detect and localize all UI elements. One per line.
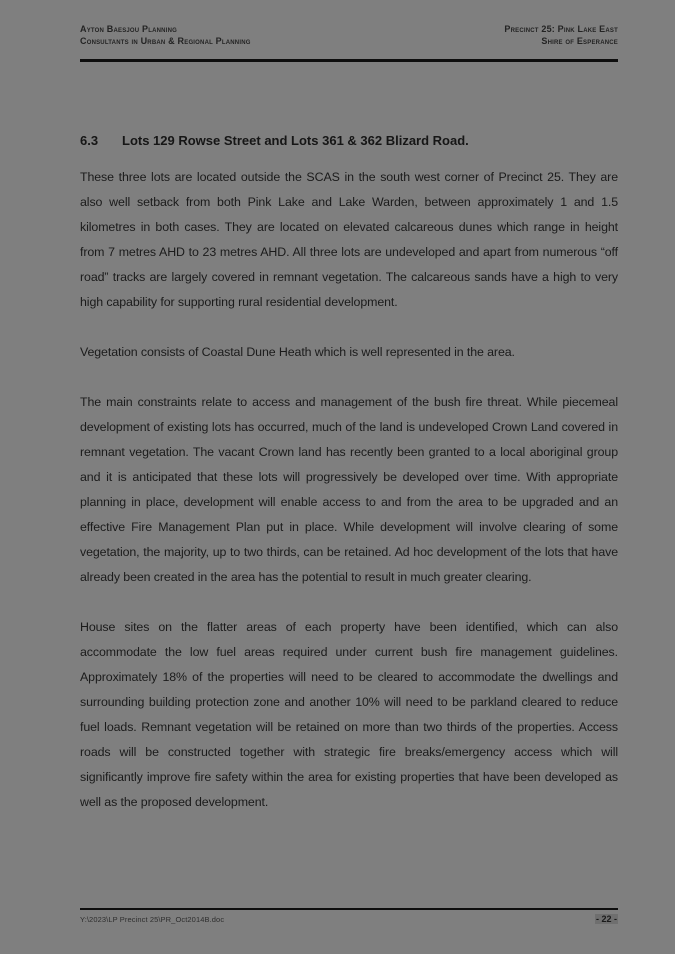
page-header	[80, 23, 618, 47]
paragraph: The main constraints relate to access and management of the bush fire threat. While piecemeal development of existing lots has occurred, much of the land is undeveloped Crown Land covered in remnant vegetation. The vacant Crown land has recently been granted to a local aboriginal group and it is anticipated that these lots will progressively be developed over time. With appropriate planning in place, development will enable access to and from the area to be upgraded and an effective Fire Management Plan put in place. While development will involve clearing of some vegetation, the majority, up to two thirds, can be retained. Ad hoc development of the lots that have already been created in the area has the potential to result in much greater clearing.	[80, 395, 618, 584]
paragraph: Vegetation consists of Coastal Dune Heath which is well represented in the area.	[80, 345, 515, 359]
paragraph: House sites on the flatter areas of each property have been identified, which can also accommodate the low fuel areas required under current bush fire management guidelines. Approximately 18% of the properties will need to be cleared to accommodate the dwellings and surrounding building protection zone and another 10% will need to be parkland cleared to reduce fuel loads. Remnant vegetation will be retained on more than two thirds of the properties. Access roads will be constructed together with strategic fire breaks/emergency access which will significantly improve fire safety within the area for existing properties that have been developed as well as the proposed development.	[80, 620, 618, 809]
header-divider	[80, 59, 618, 62]
section-number: 6.3	[80, 133, 99, 148]
header-company-block	[80, 23, 251, 47]
paragraph: These three lots are located outside the SCAS in the south west corner of Precinct 25. They are also well setback from both Pink Lake and Lake Warden, between approximately 1 and 1.5 kilometres in both cases. They are located on elevated calcareous dunes which range in height from 7 metres AHD to 23 metres AHD. All three lots are undeveloped and apart from numerous “off road” tracks are largely covered in remnant vegetation. The calcareous sands have a high to very high capability for supporting rural residential development.	[80, 170, 618, 309]
footer-page-number: - 22 -	[595, 914, 617, 924]
section-title: Lots 129 Rowse Street and Lots 361 & 362 Blizard Road.	[122, 133, 469, 148]
document-subtitle: Shire of Esperance	[541, 36, 618, 46]
document-title: Precinct 25: Pink Lake East	[504, 24, 618, 34]
document-body	[80, 133, 618, 815]
company-name: Ayton Baesjou Planning	[80, 24, 177, 34]
footer-divider	[80, 908, 618, 910]
section-heading	[80, 133, 618, 148]
company-tagline: Consultants in Urban & Regional Planning	[80, 36, 251, 46]
page-footer	[80, 914, 618, 924]
header-document-block	[504, 23, 618, 47]
footer-file-path: Y:\2023\LP Precinct 25\PR_Oct2014B.doc	[80, 915, 225, 924]
